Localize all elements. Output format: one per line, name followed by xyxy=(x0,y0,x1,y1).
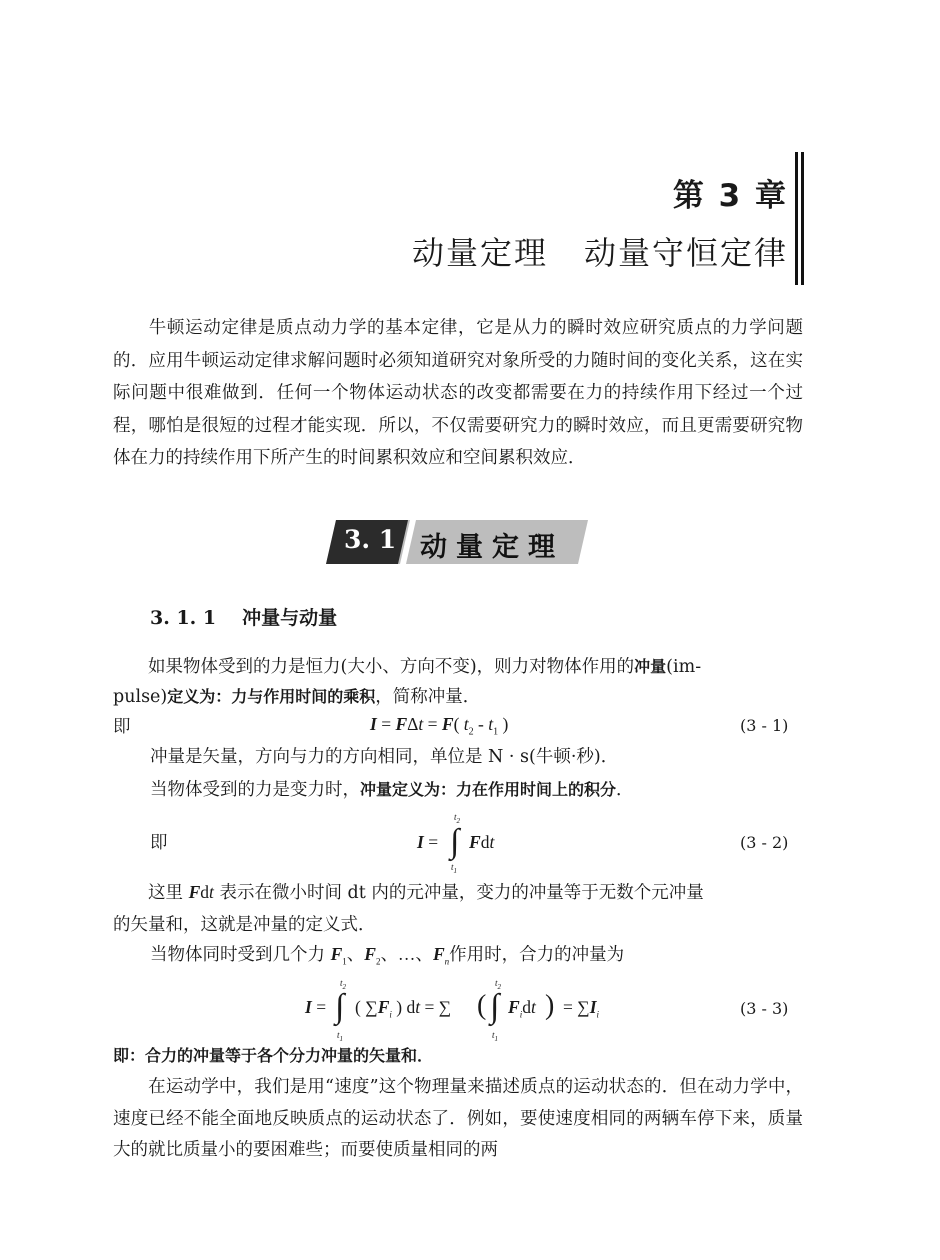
chapter-title-right: 动量守恒定律 xyxy=(583,234,788,272)
intro-paragraph xyxy=(113,312,803,475)
resultant-impulse-statement: 即：合力的冲量等于各个分力冲量的矢量和． xyxy=(113,1046,434,1065)
p4-text-b: 表示在微小时间 dt 内的元冲量，变力的冲量等于无数个元冲量 xyxy=(213,883,704,903)
p1-bold-b: 定义为：力与作用时间的乘积 xyxy=(167,687,376,706)
p1-text-d: ，简称冲量． xyxy=(375,687,481,707)
chapter-title xyxy=(412,228,788,274)
subsection-heading xyxy=(150,603,337,630)
momentum-intro-paragraph xyxy=(113,1072,803,1167)
chapter-title-left: 动量定理 xyxy=(411,234,548,272)
eq2-number: (3 - 2) xyxy=(740,833,789,852)
subsection-title: 冲量与动量 xyxy=(242,607,338,629)
p3-text: 当物体受到的力是变力时， xyxy=(150,780,360,800)
p3-end: ． xyxy=(616,780,634,800)
eq3-number: (3 - 3) xyxy=(740,999,789,1018)
p1-bold-a: 冲量 xyxy=(634,657,667,676)
element-impulse-paragraph: 这里 Fdt 表示在微小时间 dt 内的元冲量，变力的冲量等于无数个元冲量 的矢量和，这就是冲量的定义式． xyxy=(113,882,704,935)
variable-force-sentence xyxy=(150,777,634,803)
multiple-forces-sentence: 当物体同时受到几个力 $F_1$、$F_2$、…、$F_n$作用时，合力的冲量为 xyxy=(150,944,625,967)
p1-text-b: (im- xyxy=(666,657,702,677)
p3-bold: 冲量定义为：力在作用时间上的积分 xyxy=(360,780,617,799)
section-banner xyxy=(326,520,588,564)
unit-sentence: 冲量是矢量，方向与力的方向相同，单位是 N · s(牛顿·秒)． xyxy=(150,747,619,767)
p4-text-a: 这里 xyxy=(148,883,189,903)
chapter-rule-right xyxy=(801,152,804,285)
impulse-definition-paragraph xyxy=(113,652,803,712)
eq2-lead: 即 xyxy=(150,833,168,853)
eq1-number: (3 - 1) xyxy=(740,716,789,735)
p7-text: 在运动学中，我们是用“速度”这个物理量来描述质点的运动状态的．但在动力学中，速度已经不能全面地反映质点的运动状态了．例如，要使速度相同的两辆车停下来，质量大的就比质量小的要困难些；而要使质量相同的两 xyxy=(113,1077,803,1160)
p1-text-a: 如果物体受到的力是恒力(大小、方向不变)，则力对物体作用的 xyxy=(148,657,635,677)
p5-text-b: 作用时，合力的冲量为 xyxy=(449,945,625,965)
equation-3-3: $t_2$ I = ∫ ( $\sum F_i$ ) dt = ∑ $t_2$ ( ∫ $F_idt$ ) = $\sum I_i$ $t_1$ $t_1$ xyxy=(305,978,600,1043)
subsection-number: 3. 1. 1 xyxy=(150,607,217,629)
eq1-lead: 即 xyxy=(113,717,131,737)
equation-3-1: I = FΔt = F( $t_2 - t_1$ ) xyxy=(370,714,509,738)
equation-3-2: $t_2$ I = ∫ Fdt $t_1$ xyxy=(417,812,495,875)
p4-text-c: 的矢量和，这就是冲量的定义式． xyxy=(113,915,376,935)
section-number: 3. 1 xyxy=(344,525,397,554)
intro-text: 牛顿运动定律是质点动力学的基本定律，它是从力的瞬时效应研究质点的力学问题的．应用牛顿运动定律求解问题时必须知道研究对象所受的力随时间的变化关系，这在实际问题中很难做到．任何一个物体运动状态的改变都需要在力的持续作用下经过一个过程，哪怕是很短的过程才能实现．所以，不仅需要研究力的瞬时效应，而且更需要研究物体在力的持续作用下所产生的时间累积效应和空间累积效应． xyxy=(113,318,803,468)
section-title: 动量定理 xyxy=(420,532,564,563)
p5-text-a: 当物体同时受到几个力 xyxy=(150,945,331,965)
chapter-rule-left xyxy=(795,152,798,285)
p1-text-c: pulse) xyxy=(113,687,168,707)
chapter-number: 第 3 章 xyxy=(672,178,788,214)
